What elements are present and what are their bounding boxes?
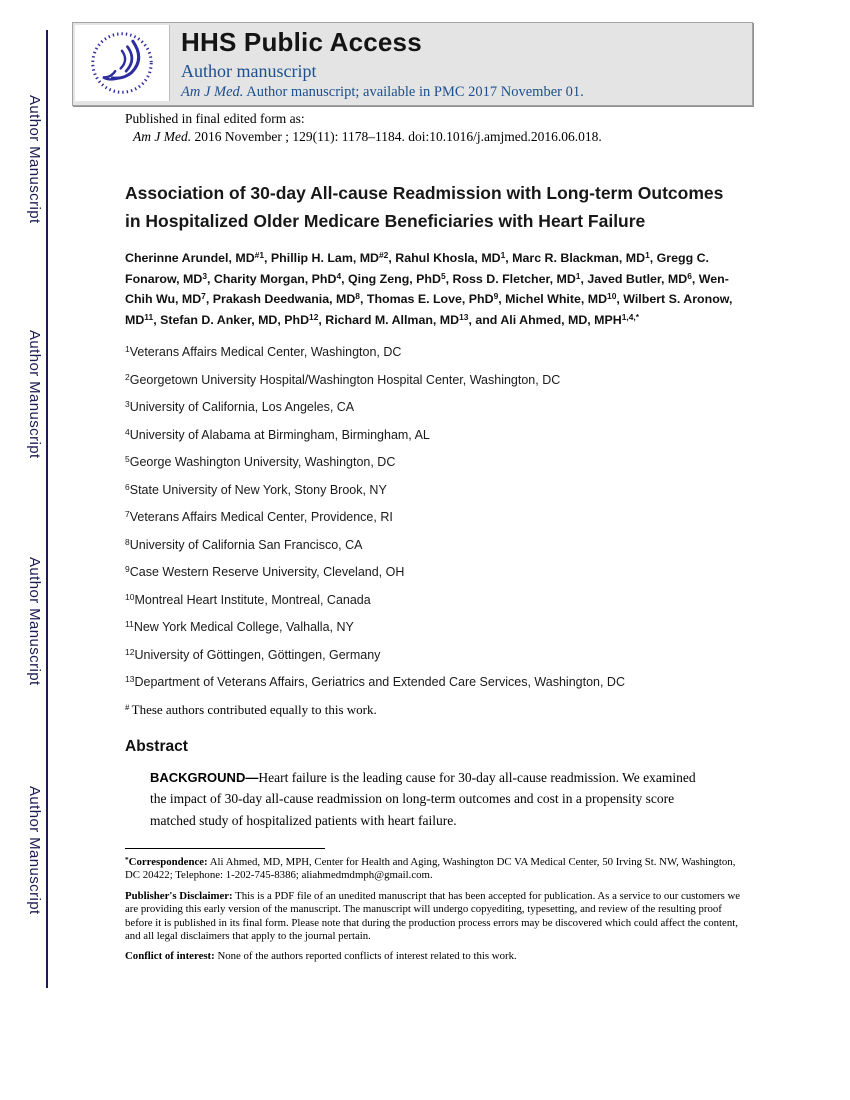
affiliation-list: [125, 343, 743, 691]
affiliation-item: $^{12}$University of Göttingen, Göttingen, Germany: [125, 646, 381, 662]
hhs-eagle-icon: [88, 29, 156, 97]
hhs-subtitle: Author manuscript: [181, 61, 317, 81]
affiliation-item: $^6$State University of New York, Stony Brook, NY: [125, 481, 387, 497]
background-text: Heart failure is the leading cause for 30-day all-cause readmission. We examined the impact of 30-day all-cause readmission on long-term outcomes and cost in a propensity score matched study of hospitalized patients with heart failure.: [150, 769, 696, 828]
sidebar-rule: [46, 30, 48, 988]
publisher-disclaimer: Publisher's Disclaimer: This is a PDF file of an unedited manuscript that has been accepted for publication. As a service to our customers we are providing this early version of the manuscript. The manuscript will undergo copyediting, typesetting, and review of the resulting proof before it is published in its final form. Please note that during the production process errors may be discovered which could affect the content, and all legal disclaimers that apply to the journal pertain.: [125, 889, 741, 943]
affiliation-item: $^7$Veterans Affairs Medical Center, Providence, RI: [125, 509, 393, 524]
sidebar-watermark-label: Author Manuscript: [26, 95, 43, 224]
affiliation-item: $^{10}$Montreal Heart Institute, Montreal, Canada: [125, 591, 371, 607]
hhs-logo: [75, 25, 170, 101]
background-label: BACKGROUND—: [150, 769, 259, 785]
footnote-divider: [125, 848, 325, 849]
article-title: Association of 30-day All-cause Readmission with Long-term Outcomes in Hospitalized Older Medicare Beneficiaries with Heart Failure: [125, 183, 724, 231]
conflict-of-interest-note: Conflict of interest: None of the authors reported conflicts of interest related to this work.: [125, 950, 517, 963]
affiliation-item: $^1$Veterans Affairs Medical Center, Washington, DC: [125, 344, 402, 359]
abstract-heading: Abstract: [125, 737, 188, 755]
hhs-header-band: [72, 22, 753, 106]
hhs-citation: Am J Med. Author manuscript; available in PMC 2017 November 01.: [181, 84, 584, 100]
affiliation-item: $^3$University of California, Los Angeles, CA: [125, 399, 355, 414]
sidebar-watermark-label: Author Manuscript: [26, 786, 43, 915]
published-citation: Am J Med. 2016 November ; 129(11): 1178–1184. doi:10.1016/j.amjmed.2016.06.018.: [133, 129, 602, 144]
affiliation-item: $^9$Case Western Reserve University, Cleveland, OH: [125, 564, 405, 579]
affiliation-item: $^2$Georgetown University Hospital/Washington Hospital Center, Washington, DC: [125, 371, 561, 387]
abstract-background-paragraph: [150, 767, 715, 832]
affiliation-item: $^5$George Washington University, Washington, DC: [125, 454, 396, 469]
affiliation-item: $^8$University of California San Francisco, CA: [125, 536, 363, 552]
published-in-label: Published in final edited form as:: [125, 111, 305, 126]
correspondence-note: *Correspondence: Ali Ahmed, MD, MPH, Center for Health and Aging, Washington DC VA Medical Center, 50 Irving St. NW, Washington, DC 20422; Telephone: 1-202-745-8386; aliahmedmdmph@gmail.com.: [125, 854, 736, 882]
hhs-title: HHS Public Access: [181, 27, 422, 57]
author-list: Cherinne Arundel, MD$^{\#1}$, Phillip H. Lam, MD$^{\#2}$, Rahul Khosla, $MD^1$, Marc R. Blackman, $MD^1$, Gregg C. Fonarow, $MD^3$, Charity Morgan, PhD$^4$, Qing Zeng, PhD$^5$, Ross D. Fletcher, $MD^1$, Javed Butler, $MD^6$, Wen-Chih Wu, $MD^7$, Prakash Deedwania, $MD^8$, Thomas E. Love, PhD$^9$, Michel White, MD$^{10}$, Wilbert S. Aronow, MD$^{11}$, Stefan D. Anker, MD, PhD$^{12}$, Richard M. Allman, MD$^{13}$, and Ali Ahmed, MD, $MPH^{1,4,*}$: [125, 250, 733, 327]
equal-contribution-note: # These authors contributed equally to this work.: [125, 701, 377, 717]
affiliation-item: $^4$University of Alabama at Birmingham, Birmingham, AL: [125, 426, 430, 442]
article-body: [125, 110, 743, 964]
sidebar-watermark-label: Author Manuscript: [26, 330, 43, 459]
affiliation-item: $^{13}$Department of Veterans Affairs, Geriatrics and Extended Care Services, Washington, DC: [125, 674, 625, 689]
affiliation-item: $^{11}$New York Medical College, Valhalla, NY: [125, 619, 354, 634]
sidebar-watermark-label: Author Manuscript: [26, 557, 43, 686]
